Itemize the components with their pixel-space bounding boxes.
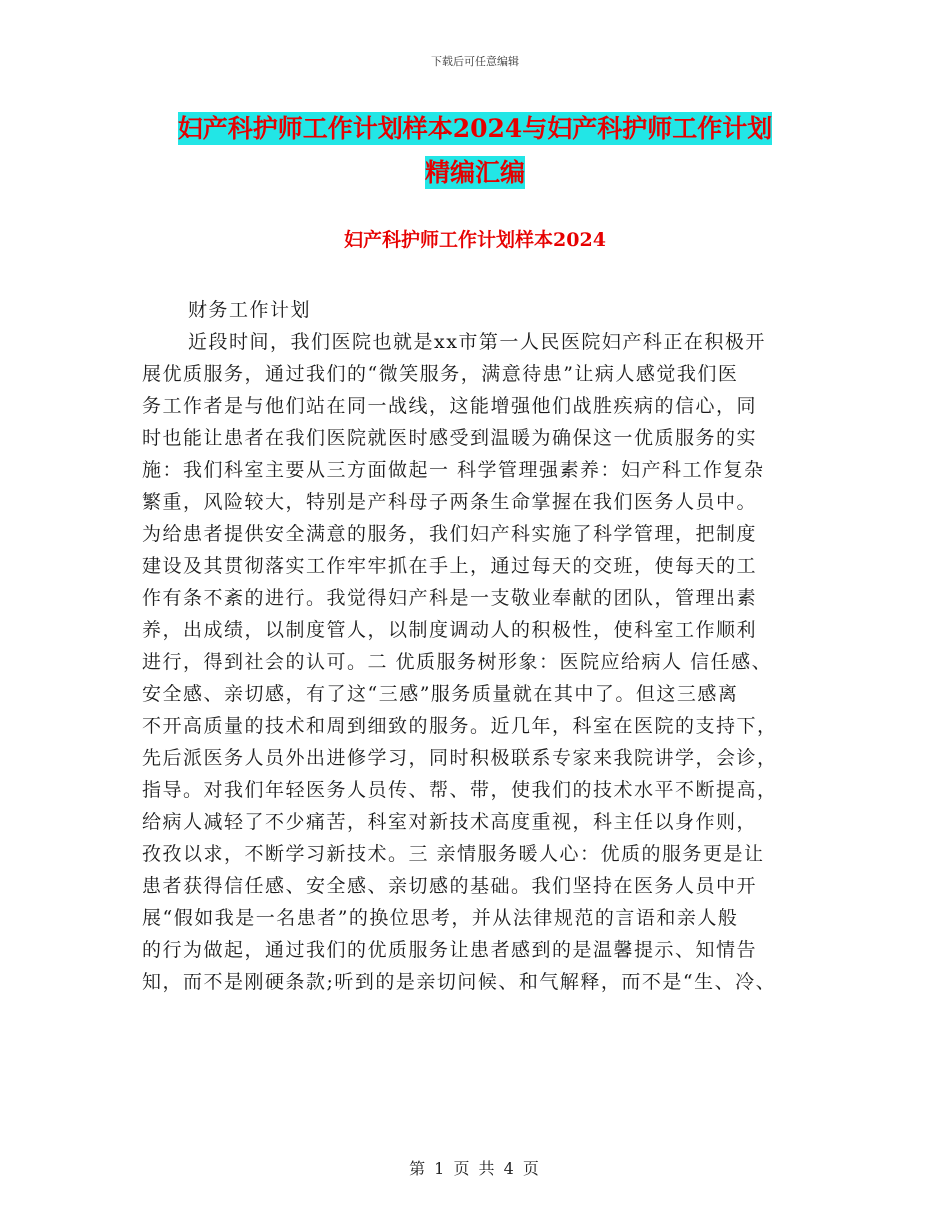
text-line: 进行，得到社会的认可。二 优质服务树形象：医院应给病人 信任感、 <box>142 651 773 673</box>
title-highlight-1: 妇产科护师工作计划样本2024与妇产科护师工作计划 <box>177 114 773 143</box>
text-line: 作有条不紊的进行。我觉得妇产科是一支敬业奉献的团队，管理出素 <box>142 587 758 609</box>
text-line: 近段时间，我们医院也就是xx市第一人民医院妇产科正在积极开 <box>188 331 766 353</box>
text-line: 给病人减轻了不少痛苦，科室对新技术高度重视，科主任以身作则， <box>142 811 758 833</box>
text-line: 建设及其贯彻落实工作牢牢抓在手上，通过每天的交班，使每天的工 <box>142 555 758 577</box>
document-title-line-1 <box>0 116 950 141</box>
text-line: 养，出成绩，以制度管人，以制度调动人的积极性，使科室工作顺利 <box>142 619 758 641</box>
text-line: 展“假如我是一名患者”的换位思考，并从法律规范的言语和亲人般 <box>142 907 739 929</box>
section-title: 妇产科护师工作计划样本2024 <box>344 229 606 251</box>
page-footer: 第 1 页 共 4 页 <box>409 1159 541 1178</box>
text-line: 务工作者是与他们站在同一战线，这能增强他们战胜疾病的信心，同 <box>142 395 758 417</box>
text-line: 施：我们科室主要从三方面做起一 科学管理强素养：妇产科工作复杂 <box>142 459 765 481</box>
text-line: 为给患者提供安全满意的服务，我们妇产科实施了科学管理，把制度 <box>142 523 758 545</box>
text-line: 指导。对我们年轻医务人员传、帮、带，使我们的技术水平不断提高， <box>142 779 778 801</box>
text-line: 知，而不是刚硬条款;听到的是亲切问候、和气解释，而不是“生、冷、 <box>142 971 777 993</box>
text-line: 不开高质量的技术和周到细致的服务。近几年，科室在医院的支持下， <box>142 715 778 737</box>
text-line: 繁重，风险较大，特别是产科母子两条生命掌握在我们医务人员中。 <box>142 491 758 513</box>
text-line: 时也能让患者在我们医院就医时感受到温暖为确保这一优质服务的实 <box>142 427 758 449</box>
text-line: 孜孜以求，不断学习新技术。三 亲情服务暖人心：优质的服务更是让 <box>142 843 765 865</box>
paragraph-heading: 财务工作计划 <box>188 299 312 321</box>
header-note: 下载后可任意编辑 <box>431 55 519 68</box>
document-title-line-2 <box>0 160 950 185</box>
title-highlight-2: 精编汇编 <box>424 158 525 187</box>
text-line: 安全感、亲切感，有了这“三感”服务质量就在其中了。但这三感离 <box>142 683 739 705</box>
text-line: 的行为做起，通过我们的优质服务让患者感到的是温馨提示、知情告 <box>142 939 758 961</box>
text-line: 患者获得信任感、安全感、亲切感的基础。我们坚持在医务人员中开 <box>142 875 758 897</box>
text-line: 先后派医务人员外出进修学习，同时积极联系专家来我院讲学，会诊， <box>142 747 778 769</box>
body-text <box>142 294 832 998</box>
text-line: 展优质服务，通过我们的“微笑服务，满意待患”让病人感觉我们医 <box>142 363 739 385</box>
